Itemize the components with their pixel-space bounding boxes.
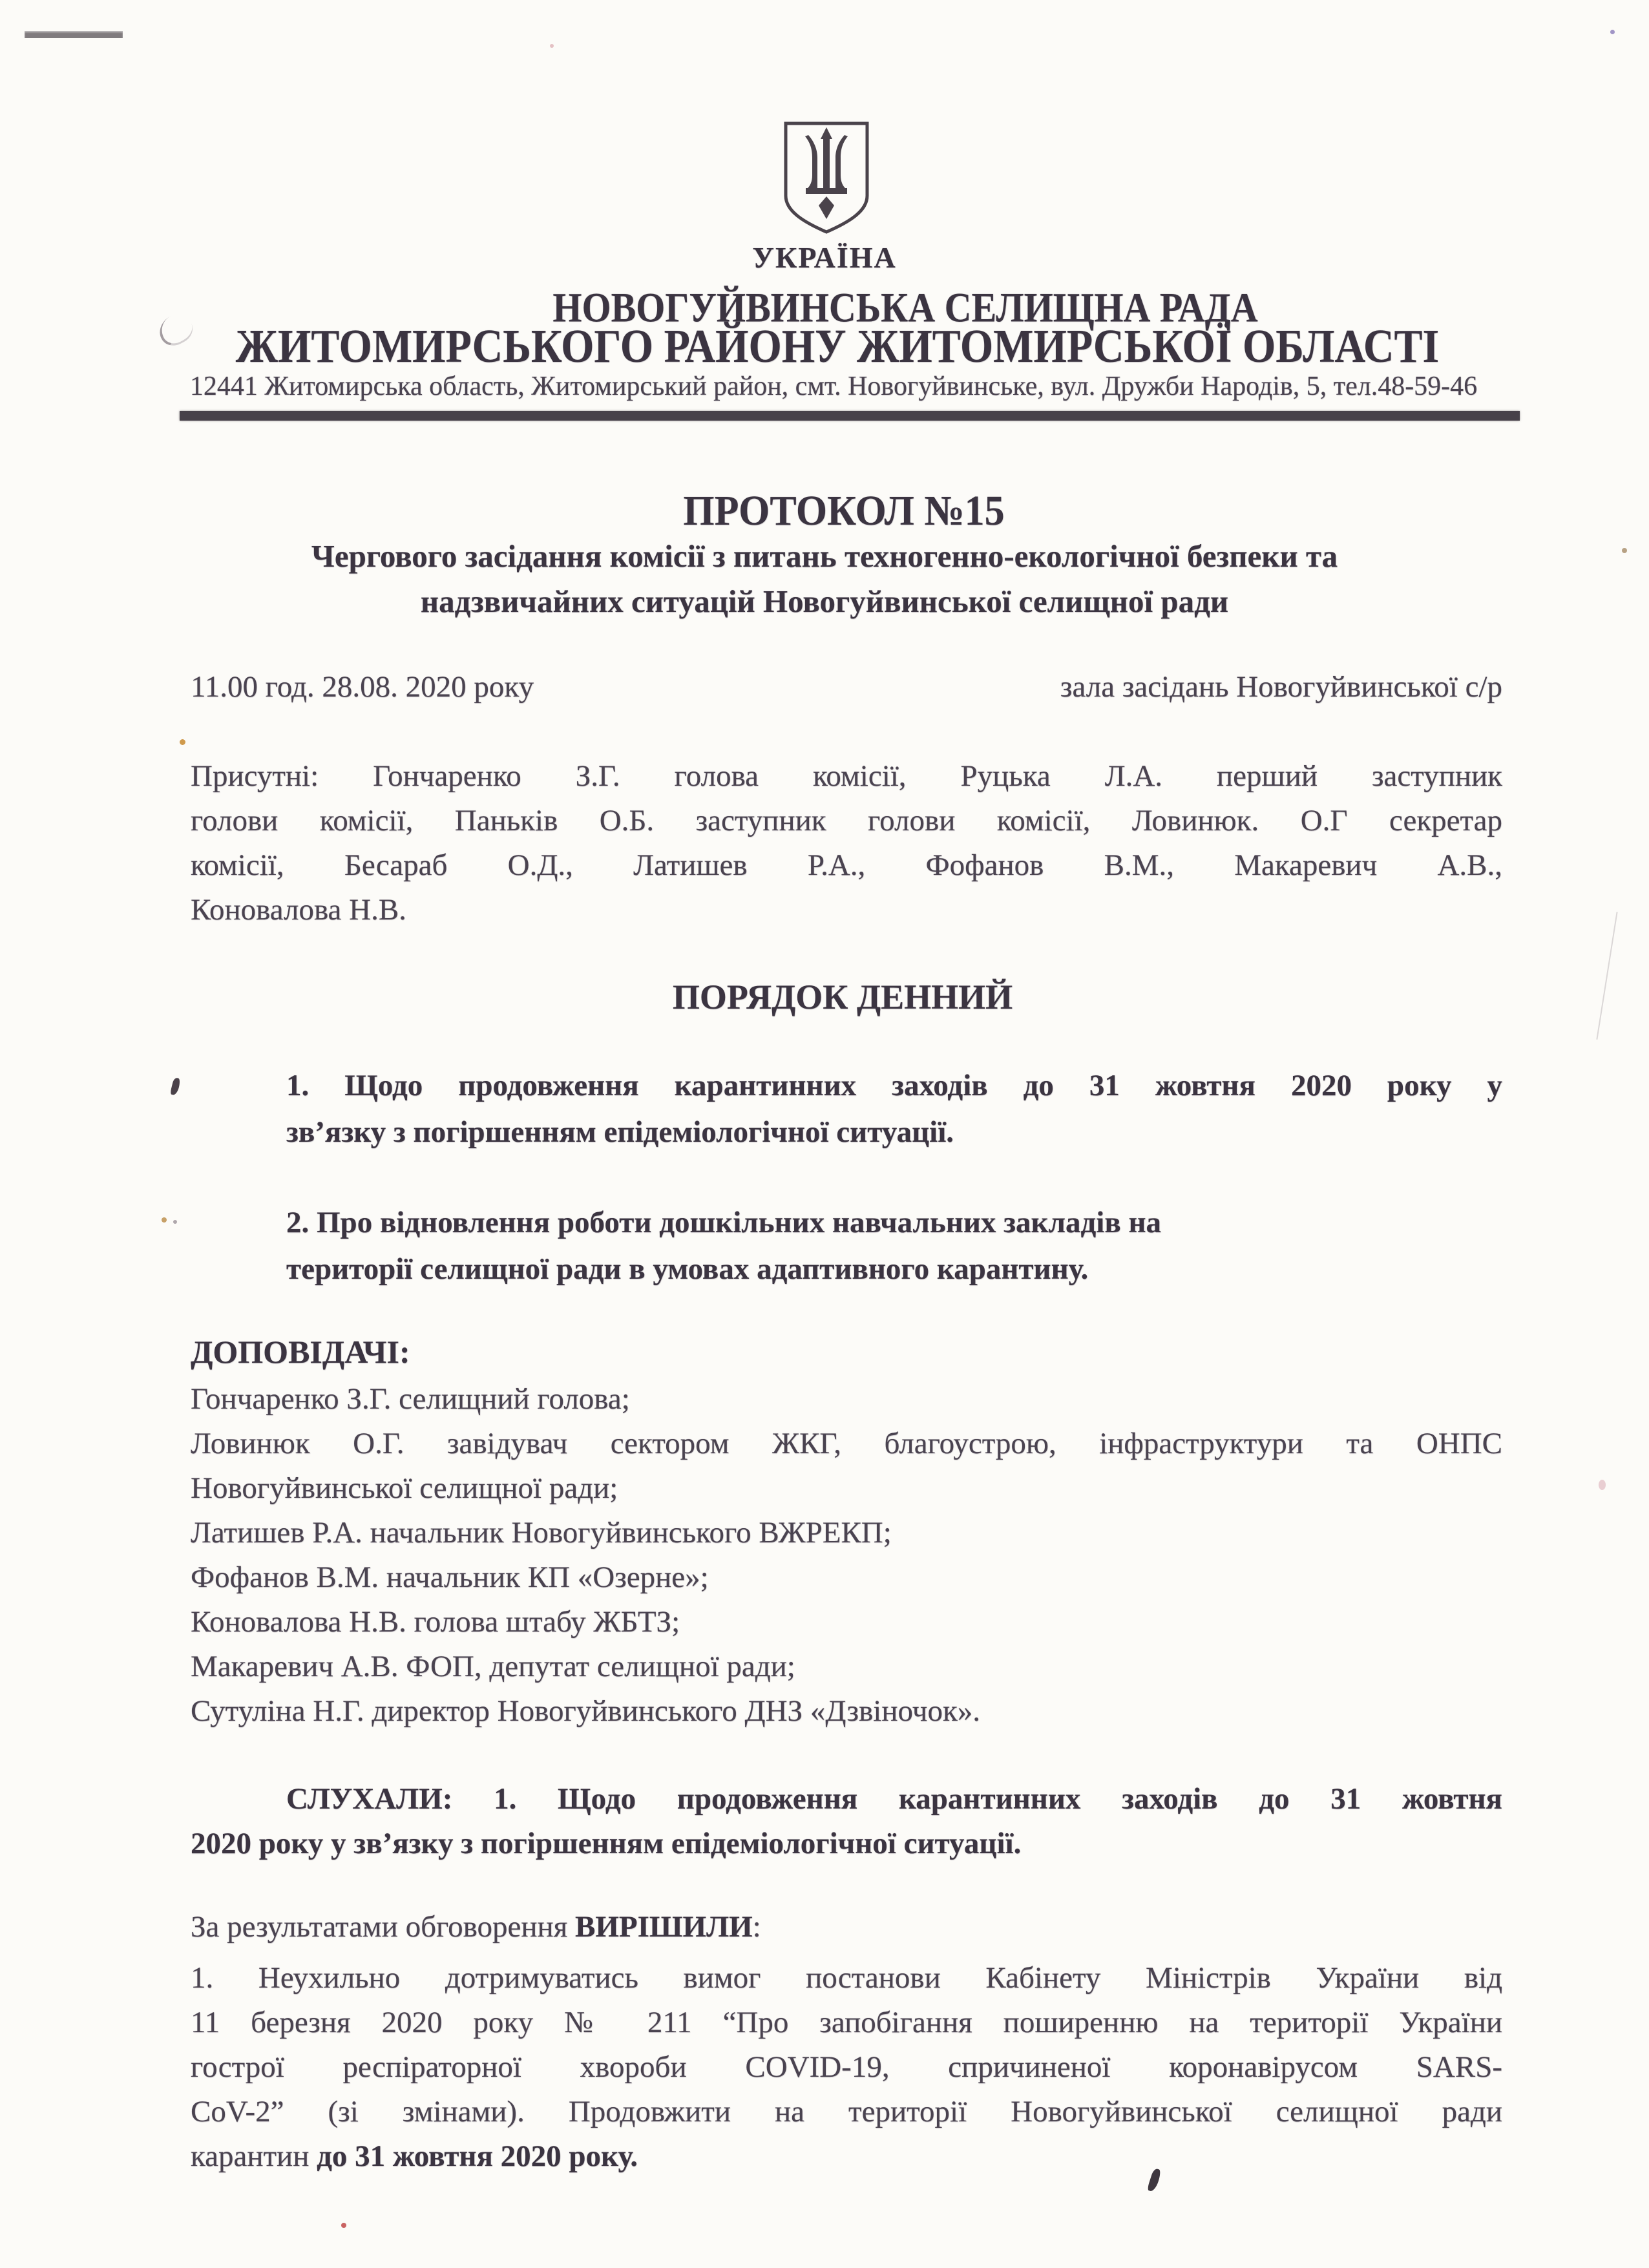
scan-artifact — [173, 1220, 177, 1224]
decision-paragraph — [191, 1956, 1502, 2179]
decision-intro-colon: : — [752, 1910, 761, 1944]
speaker-line: Фофанов В.М. начальник КП «Озерне»; — [191, 1560, 709, 1594]
protocol-title: ПРОТОКОЛ №15 — [683, 487, 1005, 535]
decision-last-regular: карантин — [191, 2139, 317, 2173]
ukraine-trident-emblem-icon — [779, 118, 874, 238]
speaker-line: Ловинюк О.Г. завідувач сектором ЖКГ, благоустрою, інфраструктури та ОНПС — [191, 1427, 1502, 1460]
decision-last-line — [191, 2134, 1502, 2179]
speaker-line: Макаревич А.В. ФОП, депутат селищної ради; — [191, 1650, 795, 1683]
attendees-line: комісії, Бесараб О.Д., Латишев Р.А., Фофанов В.М., Макаревич А.В., — [191, 848, 1502, 882]
attendees-paragraph — [191, 754, 1502, 932]
agenda-item-line: 1. Щодо продовження карантинних заходів до 31 жовтня 2020 року у — [286, 1069, 1502, 1102]
protocol-subtitle — [0, 534, 1649, 624]
decision-line: 11 березня 2020 року № 211 “Про запобігання поширенню на території України — [191, 2006, 1502, 2039]
attendees-line: Коновалова Н.В. — [191, 893, 406, 927]
decision-last-bold: до 31 жовтня 2020 року. — [317, 2139, 638, 2173]
protocol-subtitle-line: надзвичайних ситуацій Новогуйвинської селищної ради — [420, 583, 1229, 619]
decision-line: 1. Неухильно дотримуватись вимог постанови Кабінету Міністрів України від — [191, 1961, 1502, 1995]
agenda-item-line: території селищної ради в умовах адаптивного карантину. — [286, 1252, 1089, 1286]
attendees-line: голови комісії, Паньків О.Б. заступник голови комісії, Ловинюк. О.Г секретар — [191, 804, 1502, 837]
decision-intro-keyword: ВИРІШИЛИ — [575, 1910, 753, 1944]
agenda-item-2 — [286, 1199, 1502, 1292]
speaker-line: Сутуліна Н.Г. директор Новогуйвинського ДНЗ «Дзвіночок». — [191, 1694, 981, 1728]
meeting-meta-row — [191, 669, 1502, 704]
scan-artifact — [25, 31, 123, 38]
scan-artifact — [162, 1217, 167, 1223]
heard-line: СЛУХАЛИ: 1. Щодо продовження карантинних заходів до 31 жовтня — [286, 1782, 1502, 1816]
scan-artifact — [180, 739, 185, 745]
letterhead-divider-rule — [180, 411, 1520, 421]
scan-artifact — [550, 44, 554, 48]
heard-paragraph — [191, 1777, 1502, 1866]
org-address: 12441 Житомирська область, Житомирський район, смт. Новогуйвинське, вул. Дружби Народів, 5, тел.48-59-46 — [189, 372, 1478, 401]
protocol-subtitle-line: Чергового засідання комісії з питань техногенно-екологічної безпеки та — [311, 538, 1338, 574]
speakers-list — [191, 1377, 1502, 1734]
speaker-line: Коновалова Н.В. голова штабу ЖБТЗ; — [191, 1605, 680, 1639]
speaker-line: Гончаренко З.Г. селищний голова; — [191, 1382, 630, 1416]
meeting-datetime: 11.00 год. 28.08. 2020 року — [191, 670, 534, 704]
decision-line: CoV-2” (зі змінами). Продовжити на території Новогуйвинської селищної ради — [191, 2095, 1502, 2128]
heard-line: 2020 року у зв’язку з погіршенням епідеміологічної ситуації. — [191, 1827, 1022, 1860]
country-name: УКРАЇНА — [752, 241, 897, 274]
decision-line: гострої респіраторної хвороби COVID-19, спричиненої коронавірусом SARS- — [191, 2050, 1502, 2084]
speaker-line: Новогуйвинської селищної ради; — [191, 1471, 618, 1505]
org-name-line-1: НОВОГУЙВИНСЬКА СЕЛИЩНА РАДА — [552, 284, 1258, 331]
decision-intro — [191, 1909, 1502, 1944]
scan-artifact — [1610, 30, 1615, 34]
agenda-heading: ПОРЯДОК ДЕННИЙ — [672, 978, 1013, 1016]
scan-artifact — [1599, 1480, 1606, 1490]
agenda-item-1 — [286, 1062, 1502, 1155]
speaker-line: Латишев Р.А. начальник Новогуйвинського ВЖРЕКП; — [191, 1516, 892, 1549]
scan-artifact — [170, 1077, 181, 1096]
agenda-item-line: зв’язку з погіршенням епідеміологічної ситуації. — [286, 1115, 954, 1149]
attendees-line: Присутні: Гончаренко З.Г. голова комісії, Руцька Л.А. перший заступник — [191, 759, 1502, 793]
agenda-item-line: 2. Про відновлення роботи дошкільних навчальних закладів на — [286, 1206, 1162, 1239]
speakers-heading: ДОПОВІДАЧІ: — [191, 1334, 410, 1370]
scan-artifact — [1596, 912, 1617, 1040]
meeting-location: зала засідань Новогуйвинської с/р — [1060, 670, 1502, 704]
scan-artifact — [341, 2223, 346, 2228]
org-name-line-2: ЖИТОМИРСЬКОГО РАЙОНУ ЖИТОМИРСЬКОЇ ОБЛАСТІ — [235, 320, 1440, 373]
decision-intro-text: За результатами обговорення — [191, 1910, 576, 1944]
